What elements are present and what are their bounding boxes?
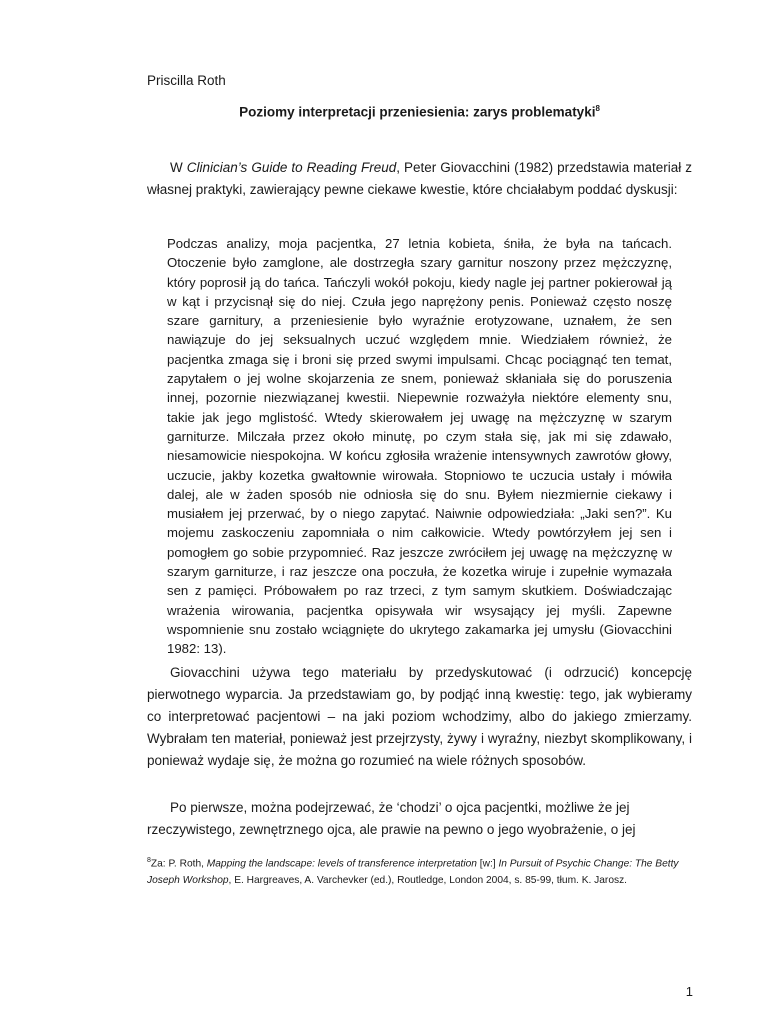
third-paragraph-continued: rzeczywistego, zewnętrznego ojca, ale prawie na pewno o jego wyobrażenie, o jej bbox=[147, 822, 636, 837]
article-title bbox=[147, 104, 692, 120]
author-name: Priscilla Roth bbox=[147, 73, 226, 88]
title-footnote-mark: 8 bbox=[595, 104, 600, 113]
book-title: Clinician’s Guide to Reading Freud bbox=[186, 160, 397, 175]
intro-paragraph bbox=[147, 157, 692, 201]
footnote-rest: , E. Hargreaves, A. Varchevker (ed.), Routledge, London 2004, s. 85-99, tłum. K. Jarosz. bbox=[228, 874, 628, 886]
third-paragraph: Po pierwsze, można podejrzewać, że ‘chodzi’ o ojca pacjentki, możliwe że jej bbox=[170, 800, 630, 815]
intro-lead: W bbox=[170, 160, 187, 175]
page-number: 1 bbox=[685, 984, 693, 999]
footnote-mark: 8 bbox=[147, 857, 151, 864]
title-text: Poziomy interpretacji przeniesienia: zarys problematyki bbox=[239, 104, 596, 120]
intro-rest: , Peter Giovacchini (1982) przedstawia materiał z własnej praktyki, zawierający pewne ciekawe kwestie, które chciałabym poddać dyskusji: bbox=[147, 160, 692, 197]
footnote-title1: Mapping the landscape: levels of transference interpretation bbox=[206, 858, 477, 870]
footnote-mid: [w:] bbox=[476, 858, 499, 870]
discussion-paragraph: Giovacchini używa tego materiału by przedyskutować (i odrzucić) koncepcję pierwotnego wyparcia. Ja przedstawiam go, by podjąć inną kwestię: tego, jak wybieramy co interpretować pacjentowi – na jaki poziom wchodzimy, albo do jakiego zmierzamy. Wybrałam ten materiał, ponieważ jest przejrzysty, żywy i wyraźny, niezbyt skomplikowany, i ponieważ wydaje się, że można go rozumieć na wiele różnych sposobów. bbox=[147, 665, 692, 768]
footnote bbox=[147, 853, 692, 889]
footnote-prefix: Za: P. Roth, bbox=[150, 858, 207, 870]
block-quote: Podczas analizy, moja pacjentka, 27 letnia kobieta, śniła, że była na tańcach. Otoczenie było zamglone, ale dostrzegła szary garnitur noszony przez mężczyznę, który poprosił ją do tańca. Tańczyli wokół pokoju, kiedy nagle jej partner pokierował ją w kąt i przycisnął się do niej. Czuła jego naprężony penis. Ponieważ często noszę szare garnitury, a przeniesienie było wyraźnie erotyzowane, uznałem, że sen nawiązuje do jej seksualnych uczuć względem mnie. Wiedziałem również, że pacjentka zmaga się i broni się przed swymi impulsami. Chcąc pociągnąć ten temat, zapytałem o jej wolne skojarzenia ze snem, ponieważ skłaniała się do poruszenia innej, pozornie niezwiązanej kwestii. Niepewnie rozważyła niektóre elementy snu, takie jak jego mglistość. Wtedy skierowałem jej uwagę na mężczyznę w szarym garniturze. Milczała przez około minutę, po czym stała się, jak mi się zdawało, niesamowicie niespokojna. W końcu zgłosiła wrażenie intensywnych zawrotów głowy, uczucie, jakby kozetka gwałtownie wirowała. Stopniowo te uczucia ustały i mówiła dalej, ale w żaden sposób nie odniosła się do snu. Byłem niezmiernie ciekawy i musiałem jej przerwać, by o niego zapytać. Naiwnie odpowiedziała: „Jaki sen?”. Ku mojemu zaskoczeniu zapomniała o nim całkowicie. Wtedy powtórzyłem jej sen i pomogłem go sobie przypomnieć. Raz jeszcze zwróciłem jej uwagę na mężczyznę w szarym garniturze, i raz jeszcze ona poczuła, że kozetka wiruje i zupełnie wymazała sen z pamięci. Próbowałem po raz trzeci, z tym samym skutkiem. Doświadczając wrażenia wirowania, pacjentka opisywała wir wsysający jej myśli. Zapewne wspomnienie snu zostało wciągnięte do ukrytego zakamarka jej umysłu (Giovacchini 1982: 13). bbox=[167, 236, 672, 657]
footnote-title2: In Pursuit of Psychic Change: The Betty Joseph Workshop bbox=[147, 858, 679, 886]
